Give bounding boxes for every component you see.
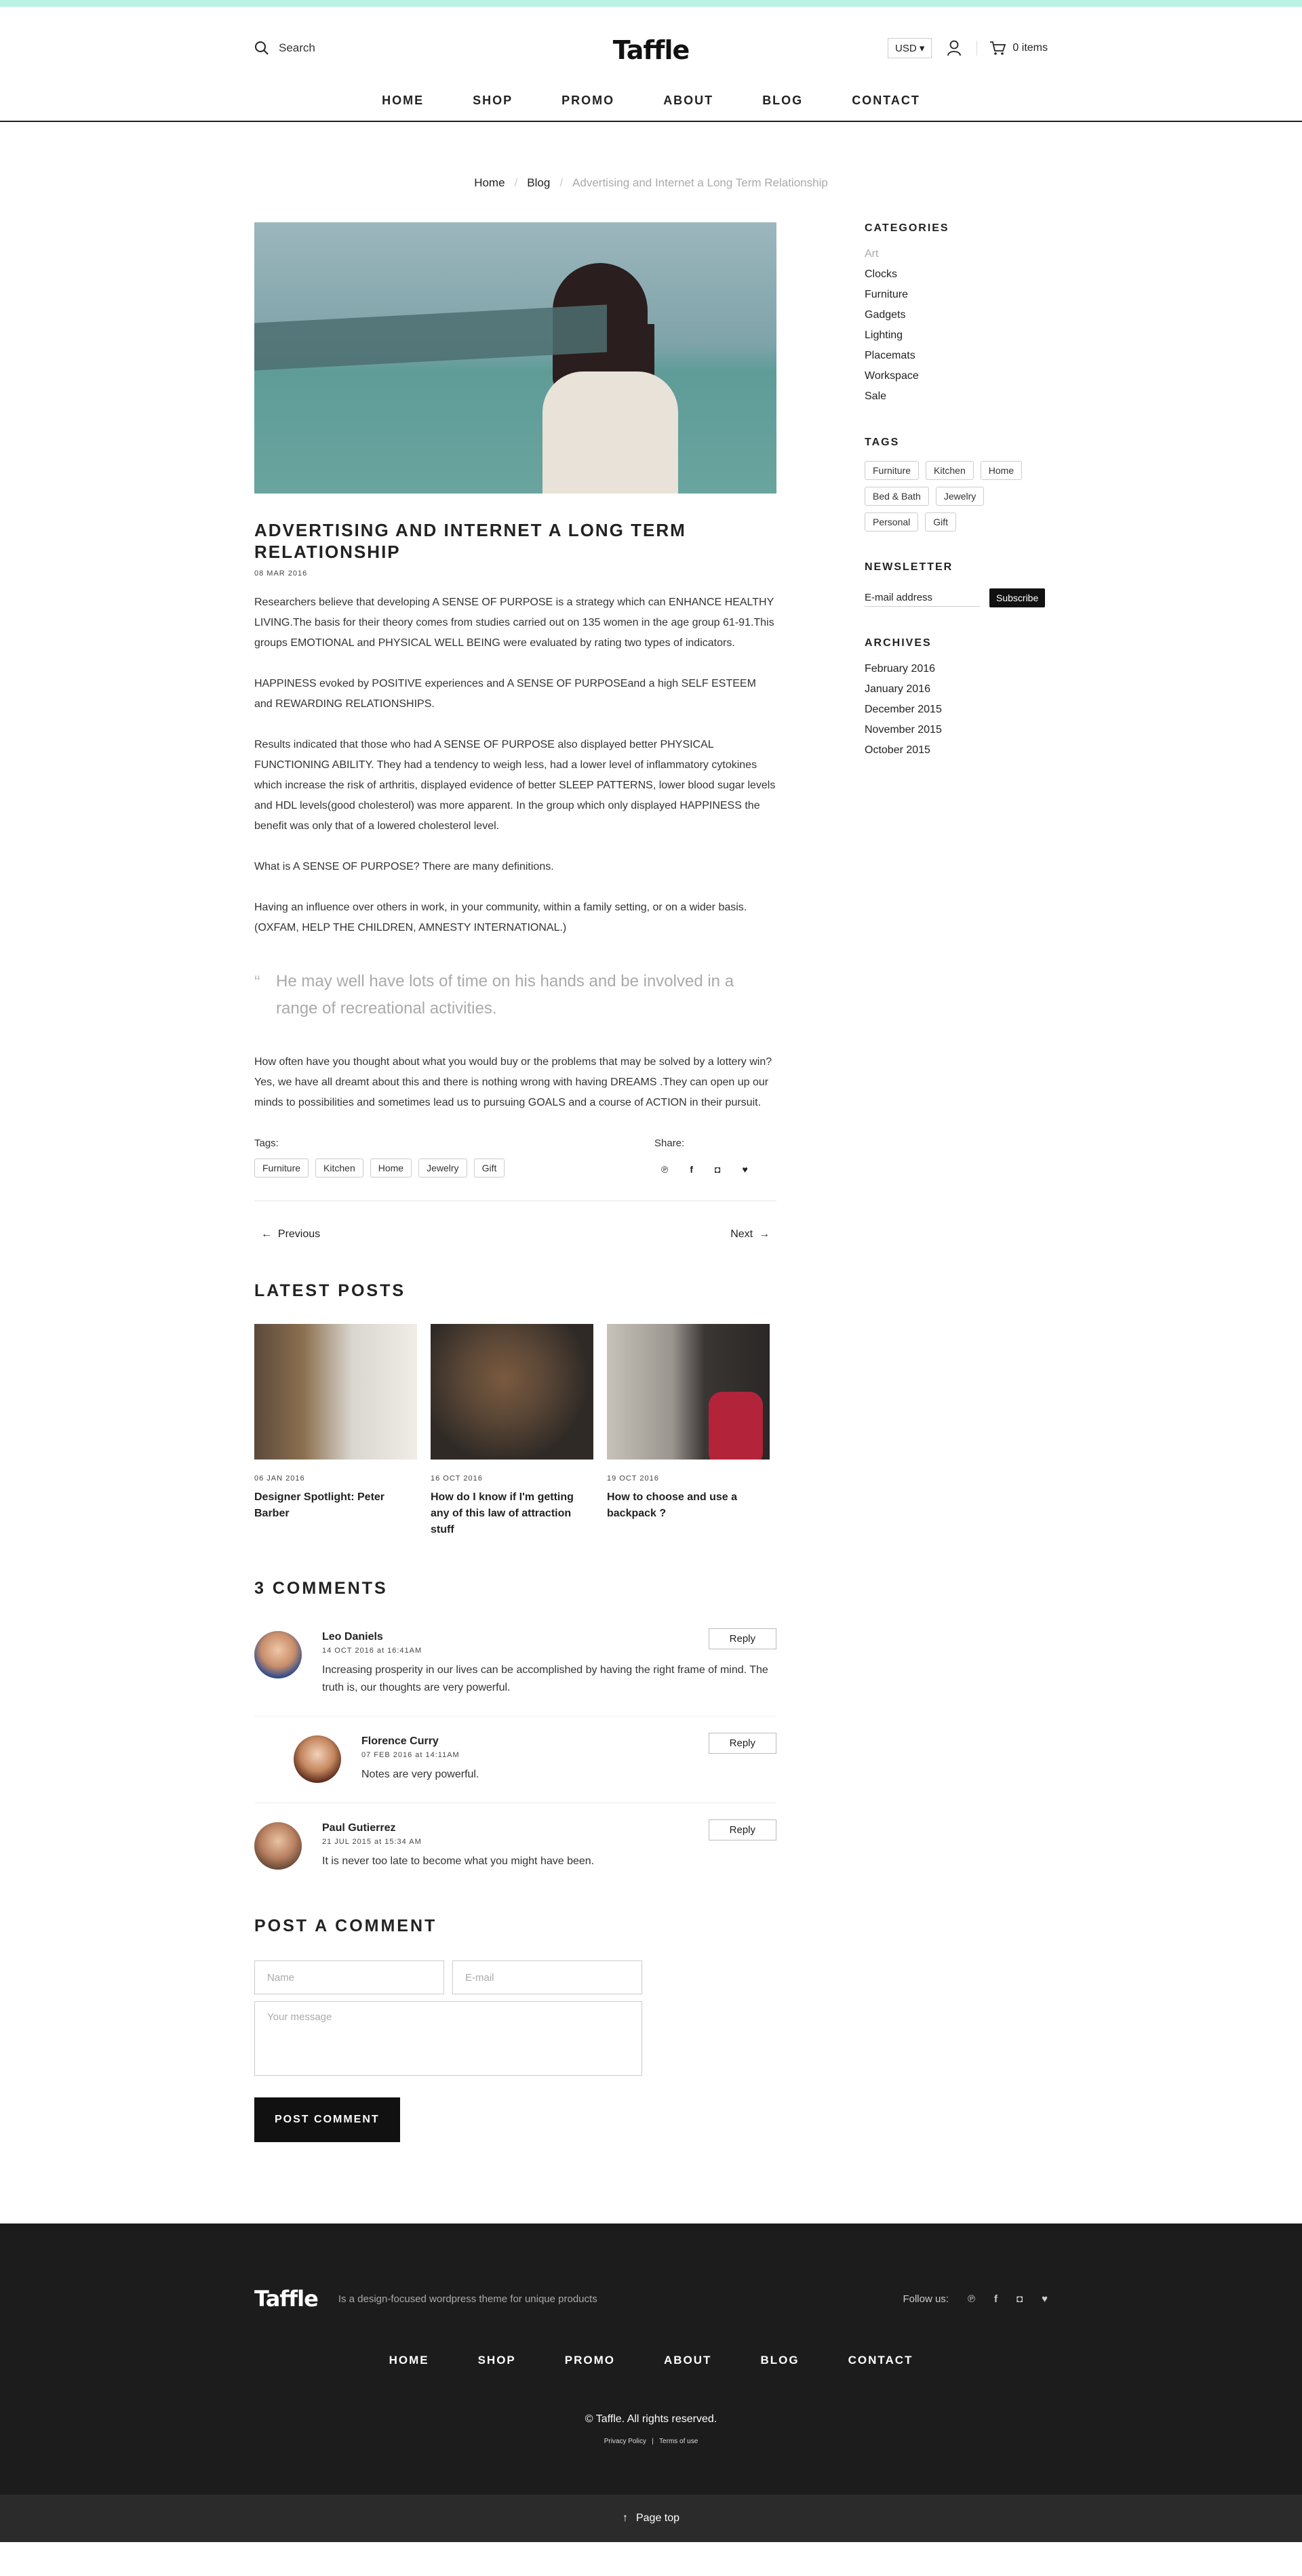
article [254, 222, 776, 2142]
arrow-right-icon: → [759, 1228, 770, 1240]
reply-button[interactable]: Reply [709, 1628, 776, 1649]
post-tag[interactable]: Kitchen [315, 1159, 363, 1178]
comment-author: Leo Daniels [322, 1631, 383, 1643]
categories-heading: CATEGORIES [865, 222, 949, 234]
page-top-label: Page top [635, 2512, 680, 2524]
site-logo[interactable]: Taffle [612, 35, 690, 65]
latest-post-date: 19 OCT 2016 [607, 1474, 659, 1483]
archives-heading: ARCHIVES [865, 637, 932, 649]
post-title: ADVERTISING AND INTERNET A LONG TERM RELATIONSHIP [254, 520, 686, 562]
post-tag[interactable]: Gift [474, 1159, 505, 1178]
facebook-icon[interactable]: f [994, 2293, 998, 2305]
comment-date: 21 JUL 2015 at 15:34 AM [322, 1838, 422, 1846]
main-nav [0, 94, 1302, 108]
nav-about[interactable]: ABOUT [663, 94, 714, 107]
sidebar-tag[interactable]: Home [981, 461, 1022, 480]
post-paragraph: Having an influence over others in work, in your community, within a family setting, or on a wider basis.(OXFAM, HELP THE CHILDREN, AMNESTY INTERNATIONAL.) [254, 902, 747, 933]
cart-button[interactable] [976, 41, 1048, 56]
latest-post-title[interactable]: Designer Spotlight: Peter Barber [254, 1491, 385, 1519]
next-label: Next [730, 1228, 753, 1240]
avatar [294, 1735, 341, 1783]
tags-heading: TAGS [865, 437, 900, 448]
user-icon[interactable] [947, 40, 962, 56]
comment-text: Notes are very powerful. [361, 1769, 479, 1780]
footer-nav-about[interactable]: ABOUT [664, 2354, 712, 2367]
post-paragraph: Results indicated that those who had A SENSE OF PURPOSE also displayed better PHYSICAL FUNCTIONING ABILITY. They had a tendency to weigh less, had a lower level of inflammatory cytokines which increase the risk of arthritis, displayed evidence of better SLEEP PATTERNS, lower blood sugar levels and HDL levels(good cholesterol) was more apparent. In the group which only displayed HAPPINESS the benefit was only that of a lowered cholesterol level. [254, 739, 776, 832]
archive-link[interactable]: February 2016 [865, 663, 936, 675]
cart-count: 0 items [1012, 42, 1048, 54]
previous-label: Previous [277, 1228, 321, 1240]
comment-author: Paul Gutierrez [322, 1822, 396, 1834]
footer-nav-shop[interactable]: SHOP [477, 2354, 516, 2367]
footer-tagline: Is a design-focused wordpress theme for unique products [338, 2293, 597, 2305]
latest-post-title[interactable]: How to choose and use a backpack ? [607, 1491, 738, 1519]
sidebar [865, 222, 1048, 2142]
site-header [0, 7, 1302, 122]
search-label: Search [279, 41, 315, 54]
name-field[interactable]: Name [254, 1960, 444, 1994]
post-paragraph: What is A SENSE OF PURPOSE? There are many definitions. [254, 861, 554, 872]
post-share [654, 1138, 776, 1178]
footer-logo[interactable]: Taffle [254, 2286, 318, 2312]
nav-shop[interactable]: SHOP [473, 94, 513, 107]
category-link[interactable]: Furniture [865, 289, 909, 300]
post-paragraph: How often have you thought about what you would buy or the problems that may be solved by a lottery win? Yes, we have all dreamt about this and there is nothing wrong with having DREAMS .They can open up our minds to possibilities and sometimes lead us to pursuing GOALS and a course of ACTION in their pursuit. [254, 1056, 772, 1108]
message-field[interactable]: Your message [254, 2001, 642, 2076]
post-paragraph: Researchers believe that developing A SENSE OF PURPOSE is a strategy which can ENHANCE HEALTHY LIVING.The basis for their theory comes from studies carried out on 135 women in the age group 61-91.This groups EMOTIONAL and PHYSICAL WELL BEING were evaluated by rating two types of indicators. [254, 597, 774, 649]
pinterest-icon[interactable]: ℗ [661, 1164, 669, 1175]
terms-link[interactable]: Terms of use [659, 2438, 698, 2445]
search-icon [254, 41, 269, 56]
subscribe-button[interactable]: Subscribe [989, 588, 1045, 607]
nav-blog[interactable]: BLOG [762, 94, 804, 107]
top-accent-bar [0, 0, 1302, 7]
follow-label: Follow us: [903, 2293, 949, 2305]
reply-button[interactable]: Reply [709, 1733, 776, 1754]
post-tags [254, 1138, 505, 1178]
post-date: 08 MAR 2016 [254, 569, 308, 578]
post-tag[interactable]: Jewelry [418, 1159, 467, 1178]
comment [254, 1612, 776, 1716]
latest-post-thumbnail[interactable] [607, 1324, 770, 1460]
archive-link[interactable]: October 2015 [865, 744, 930, 756]
sidebar-tag[interactable]: Bed & Bath [865, 487, 929, 506]
latest-posts-heading: LATEST POSTS [254, 1281, 406, 1300]
newsletter-email-input[interactable]: E-mail address [865, 589, 980, 607]
latest-post-date: 06 JAN 2016 [254, 1474, 305, 1483]
currency-select[interactable]: USD ▾ [888, 38, 932, 58]
pinterest-icon[interactable]: ℗ [967, 2293, 976, 2305]
post-tag[interactable]: Furniture [254, 1159, 309, 1178]
arrow-up-icon: ↑ [622, 2512, 628, 2524]
email-field[interactable]: E-mail [452, 1960, 642, 1994]
reply-button[interactable]: Reply [709, 1819, 776, 1840]
comment-text: Increasing prosperity in our lives can be accomplished by having the right frame of mind. The truth is, our thoughts are very powerful. [322, 1664, 768, 1693]
post-comment-heading: POST A COMMENT [254, 1916, 437, 1935]
archive-link[interactable]: November 2015 [865, 724, 942, 736]
post-paragraph: HAPPINESS evoked by POSITIVE experiences and A SENSE OF PURPOSEand a high SELF ESTEEM and REWARDING RELATIONSHIPS. [254, 678, 756, 710]
sidebar-tag[interactable]: Gift [925, 512, 956, 531]
page-top-button[interactable] [0, 2495, 1302, 2542]
category-link[interactable]: Art [865, 248, 879, 260]
sidebar-tag[interactable]: Personal [865, 512, 918, 531]
breadcrumb-home[interactable]: Home [474, 176, 505, 189]
tags-label: Tags: [254, 1138, 279, 1149]
category-link[interactable]: Workspace [865, 370, 919, 382]
category-link[interactable]: Placemats [865, 350, 915, 361]
breadcrumb-blog[interactable]: Blog [527, 176, 551, 189]
search-trigger[interactable] [254, 41, 315, 56]
avatar [254, 1822, 302, 1870]
instagram-icon[interactable]: ◘ [1017, 2293, 1023, 2305]
comment-author: Florence Curry [361, 1735, 439, 1747]
comment-date: 07 FEB 2016 at 14:11AM [361, 1751, 460, 1759]
breadcrumb: Home / Blog / Advertising and Internet a Long Term Relationship [474, 176, 828, 189]
latest-post-thumbnail[interactable] [254, 1324, 417, 1460]
arrow-left-icon: ← [261, 1228, 272, 1240]
footer-nav-blog[interactable]: BLOG [760, 2354, 800, 2367]
latest-post-card[interactable] [607, 1324, 770, 1538]
archive-link[interactable]: December 2015 [865, 704, 942, 715]
comment-date: 14 OCT 2016 at 16:41AM [322, 1647, 422, 1655]
nav-promo[interactable]: PROMO [561, 94, 615, 107]
archive-link[interactable]: January 2016 [865, 683, 930, 695]
post-tag[interactable]: Home [370, 1159, 412, 1178]
post-quote [254, 968, 776, 1022]
copyright: © Taffle. All rights reserved. [585, 2413, 717, 2425]
latest-post-card[interactable] [431, 1324, 593, 1538]
next-post-link[interactable] [730, 1228, 770, 1241]
cart-icon [989, 41, 1006, 56]
comment-reply [254, 1716, 776, 1803]
currency-value: USD [895, 43, 917, 54]
twitter-icon[interactable]: ♥ [1042, 2293, 1048, 2305]
latest-post-date: 16 OCT 2016 [431, 1474, 483, 1483]
quote-text: He may well have lots of time on his hands and be involved in a range of recreational activities. [276, 972, 734, 1018]
nav-contact[interactable]: CONTACT [852, 94, 920, 107]
quote-icon: “ [254, 971, 260, 992]
nav-home[interactable]: HOME [382, 94, 425, 107]
sidebar-tag[interactable]: Kitchen [926, 461, 974, 480]
footer-nav-promo[interactable]: PROMO [564, 2354, 615, 2367]
post-comment-button[interactable]: POST COMMENT [254, 2097, 400, 2142]
breadcrumb-current: Advertising and Internet a Long Term Relationship [572, 176, 828, 189]
sidebar-tag[interactable]: Furniture [865, 461, 919, 480]
site-footer: Taffle Is a design-focused wordpress theme for unique products Follow us: ℗ f ◘ ♥ HOME SHOP PROMO ABOUT BLOG CONTACT © Taffle. All rights reserved. Privacy Policy | Terms of use [0, 2223, 1302, 2495]
twitter-icon[interactable]: ♥ [742, 1164, 748, 1175]
sidebar-tag[interactable]: Jewelry [936, 487, 984, 506]
comment-list [254, 1612, 776, 1889]
category-link[interactable]: Sale [865, 390, 887, 402]
comments-heading: 3 COMMENTS [254, 1579, 388, 1598]
category-link[interactable]: Lighting [865, 329, 903, 341]
latest-post-thumbnail[interactable] [431, 1324, 593, 1460]
footer-nav-contact[interactable]: CONTACT [848, 2354, 913, 2367]
post-hero-image [254, 222, 776, 494]
privacy-policy-link[interactable]: Privacy Policy [604, 2438, 646, 2445]
avatar [254, 1631, 302, 1678]
share-label: Share: [654, 1138, 685, 1149]
comment [254, 1803, 776, 1889]
footer-nav [0, 2354, 1302, 2367]
footer-nav-home[interactable]: HOME [389, 2354, 429, 2367]
comment-text: It is never too late to become what you might have been. [322, 1855, 595, 1867]
instagram-icon[interactable]: ◘ [715, 1164, 721, 1175]
latest-post-title[interactable]: How do I know if I'm getting any of this law of attraction stuff [431, 1491, 574, 1535]
latest-post-card[interactable] [254, 1324, 417, 1538]
previous-post-link[interactable] [261, 1228, 320, 1241]
category-link[interactable]: Gadgets [865, 309, 906, 321]
newsletter-heading: NEWSLETTER [865, 561, 953, 573]
category-link[interactable]: Clocks [865, 268, 898, 280]
facebook-icon[interactable]: f [690, 1164, 693, 1175]
